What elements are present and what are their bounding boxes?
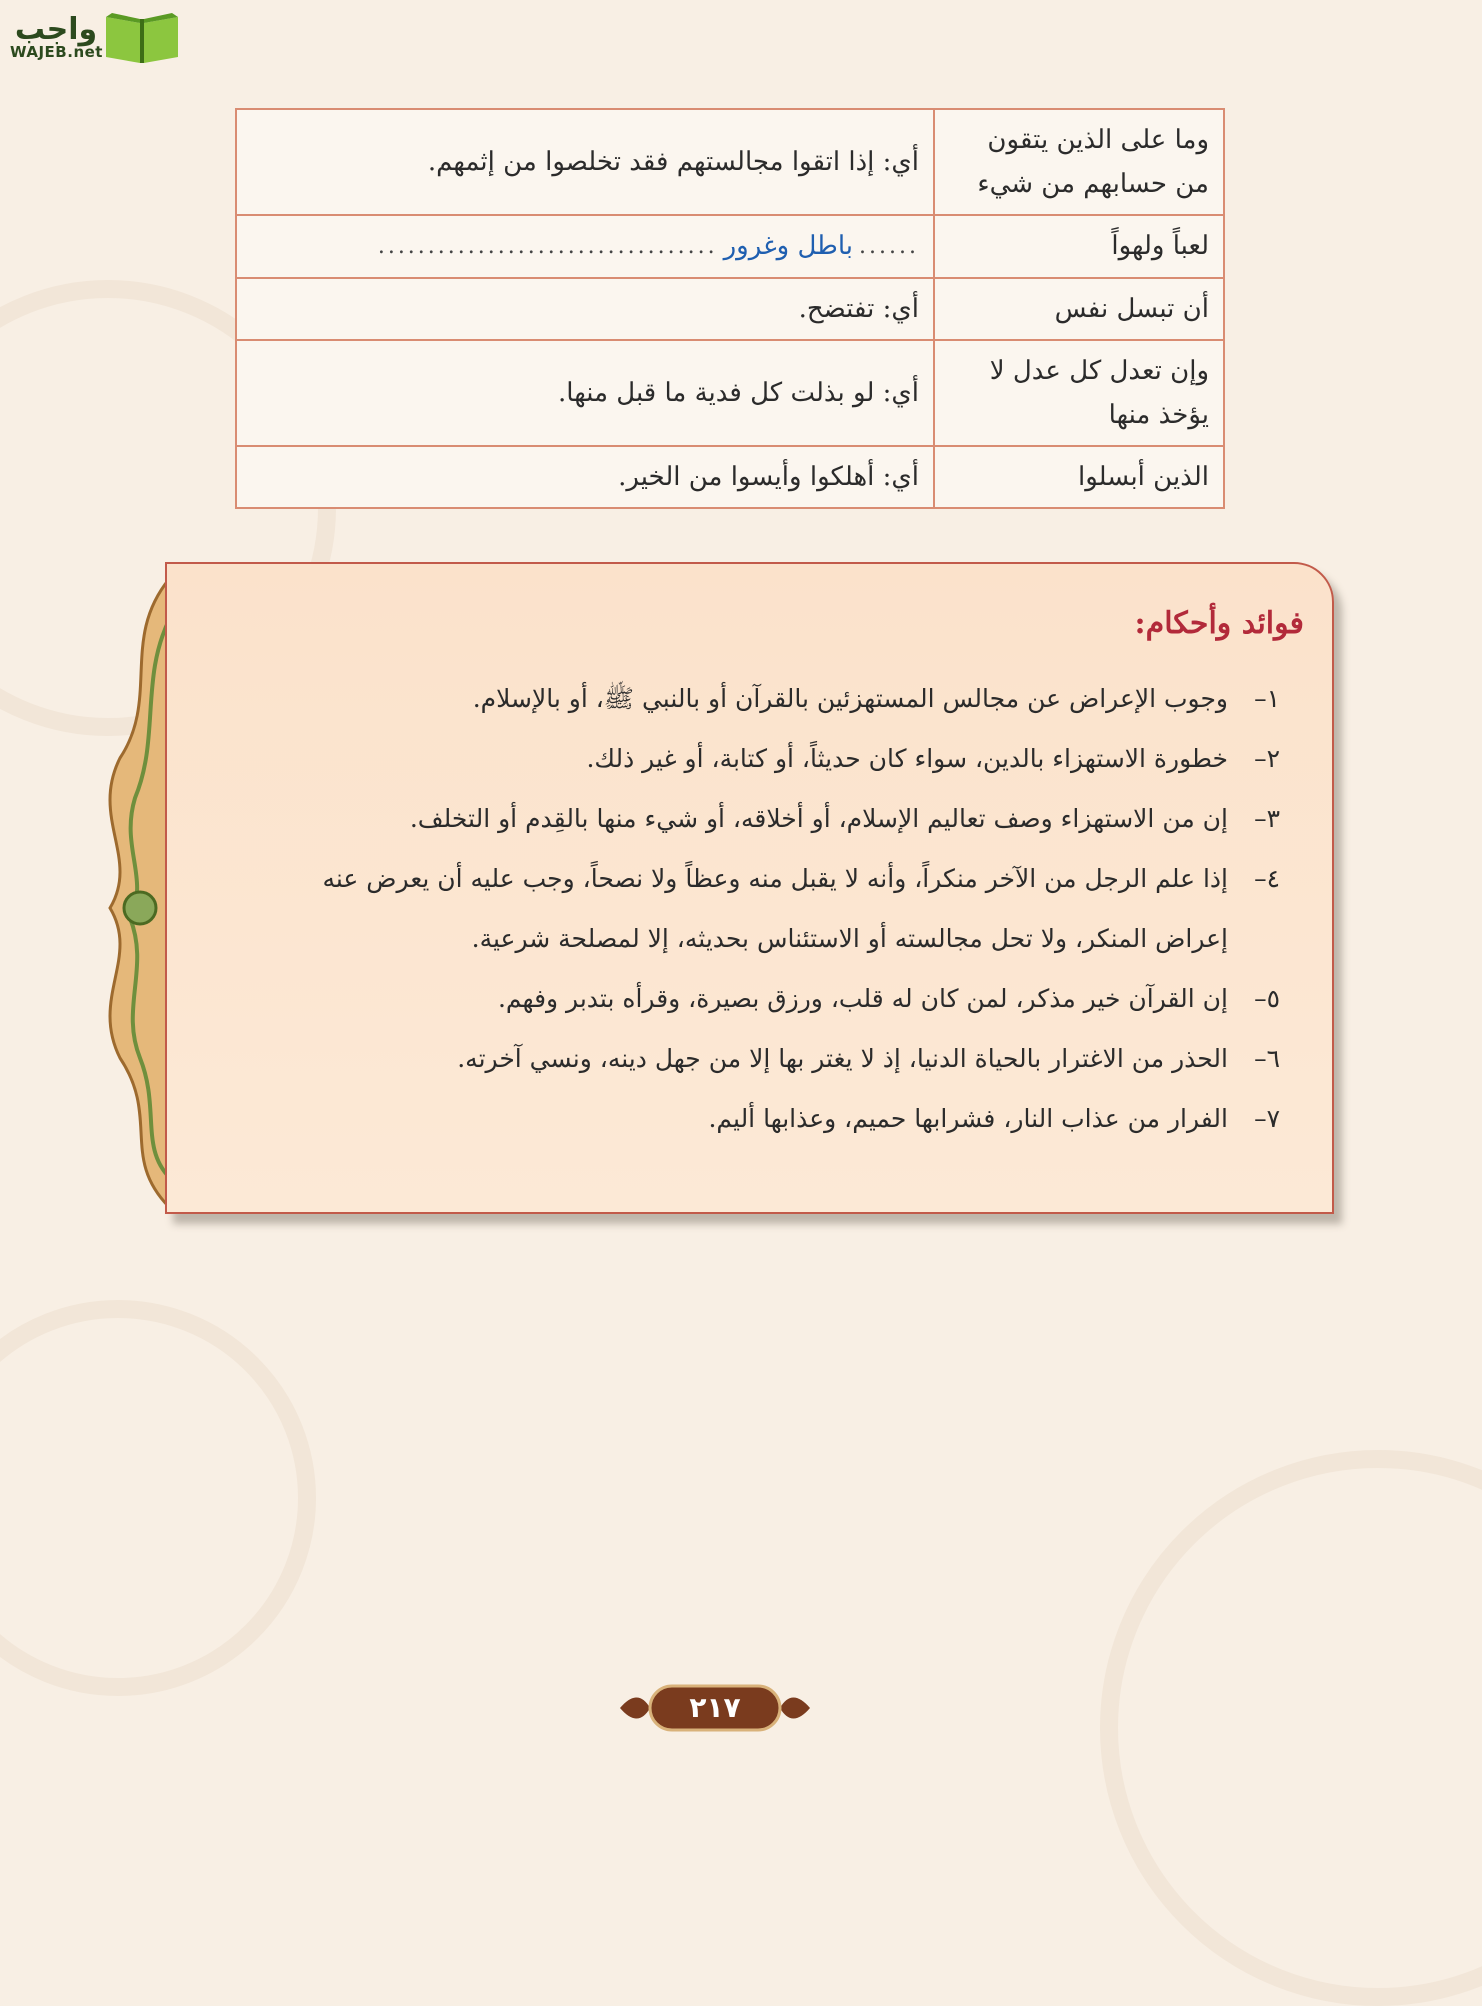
- background-ornament: [0, 1300, 316, 1696]
- arabesque-ornament-icon: [100, 578, 170, 1208]
- vocab-word: أن تبسل نفس: [934, 278, 1224, 340]
- item-number: ١–: [1254, 684, 1280, 713]
- item-number: ٣–: [1254, 804, 1280, 833]
- dots-leader: ......: [859, 233, 919, 259]
- vocab-answer-cell[interactable]: [236, 215, 934, 277]
- vocab-meaning: أي: إذا اتقوا مجالستهم فقد تخلصوا من إثمهم.: [236, 109, 934, 215]
- dots-leader: ..................................: [377, 233, 718, 259]
- list-item: [280, 669, 1280, 729]
- background-ornament: [1100, 1450, 1482, 2006]
- vocabulary-table: [235, 108, 1225, 509]
- table-row: [236, 446, 1224, 508]
- handwritten-answer: باطل وغرور: [723, 231, 854, 262]
- vocab-word: وإن تعدل كل عدل لا يؤخذ منها: [934, 340, 1224, 446]
- item-text: إن من الاستهزاء وصف تعاليم الإسلام، أو أخلاقه، أو شيء منها بالقِدم أو التخلف.: [409, 804, 1228, 833]
- item-text: إن القرآن خير مذكر، لمن كان له قلب، ورزق بصيرة، وقرأه بتدبر وفهم.: [497, 984, 1228, 1013]
- vocab-meaning: أي: لو بذلت كل فدية ما قبل منها.: [236, 340, 934, 446]
- list-item: [280, 1089, 1280, 1149]
- item-text: خطورة الاستهزاء بالدين، سواء كان حديثاً، أو كتابة، أو غير ذلك.: [586, 744, 1228, 773]
- logo-text: [10, 11, 103, 61]
- table-row: [236, 109, 1224, 215]
- list-item: [280, 969, 1280, 1029]
- list-item: [280, 789, 1280, 849]
- logo-arabic: واجب: [14, 11, 98, 47]
- table-row: [236, 215, 1224, 277]
- item-number: ٢–: [1254, 744, 1280, 773]
- logo-latin: WAJEB.net: [10, 42, 103, 61]
- item-text: إذا علم الرجل من الآخر منكراً، وأنه لا يقبل منه وعظاً ولا نصحاً، وجب عليه أن يعرض عنه إعراض المنكر، ولا تحل مجالسته أو الاستئناس بحديثه، إلا لمصلحة شرعية.: [322, 864, 1228, 953]
- vocab-word: الذين أبسلوا: [934, 446, 1224, 508]
- table-row: [236, 340, 1224, 446]
- vocab-word: وما على الذين يتقون من حسابهم من شيء: [934, 109, 1224, 215]
- item-text: وجوب الإعراض عن مجالس المستهزئين بالقرآن أو بالنبي ﷺ، أو بالإسلام.: [472, 684, 1228, 713]
- item-text: الفرار من عذاب النار، فشرابها حميم، وعذابها أليم.: [708, 1104, 1228, 1133]
- item-number: ٤–: [1254, 864, 1280, 893]
- vocab-meaning: أي: تفتضح.: [236, 278, 934, 340]
- item-number: ٦–: [1254, 1044, 1280, 1073]
- vocab-meaning: أي: أهلكوا وأيسوا من الخير.: [236, 446, 934, 508]
- page-number-badge: [620, 1682, 810, 1734]
- item-number: ٥–: [1254, 984, 1280, 1013]
- page-number: ٢١٧: [689, 1691, 741, 1724]
- vocab-word: لعباً ولهواً: [934, 215, 1224, 277]
- item-number: ٧–: [1254, 1104, 1280, 1133]
- item-text: الحذر من الاغترار بالحياة الدنيا، إذ لا يغتر بها إلا من جهل دينه، ونسي آخرته.: [457, 1044, 1228, 1073]
- list-item: [280, 849, 1280, 969]
- book-icon: [102, 9, 182, 65]
- table-row: [236, 278, 1224, 340]
- list-item: [280, 1029, 1280, 1089]
- fill-in-answer: [251, 224, 919, 268]
- benefits-title: فوائد وأحكام:: [1134, 606, 1304, 641]
- benefits-list: [280, 669, 1280, 1149]
- list-item: [280, 729, 1280, 789]
- wajeb-logo[interactable]: [10, 6, 190, 68]
- benefits-card: [165, 562, 1334, 1214]
